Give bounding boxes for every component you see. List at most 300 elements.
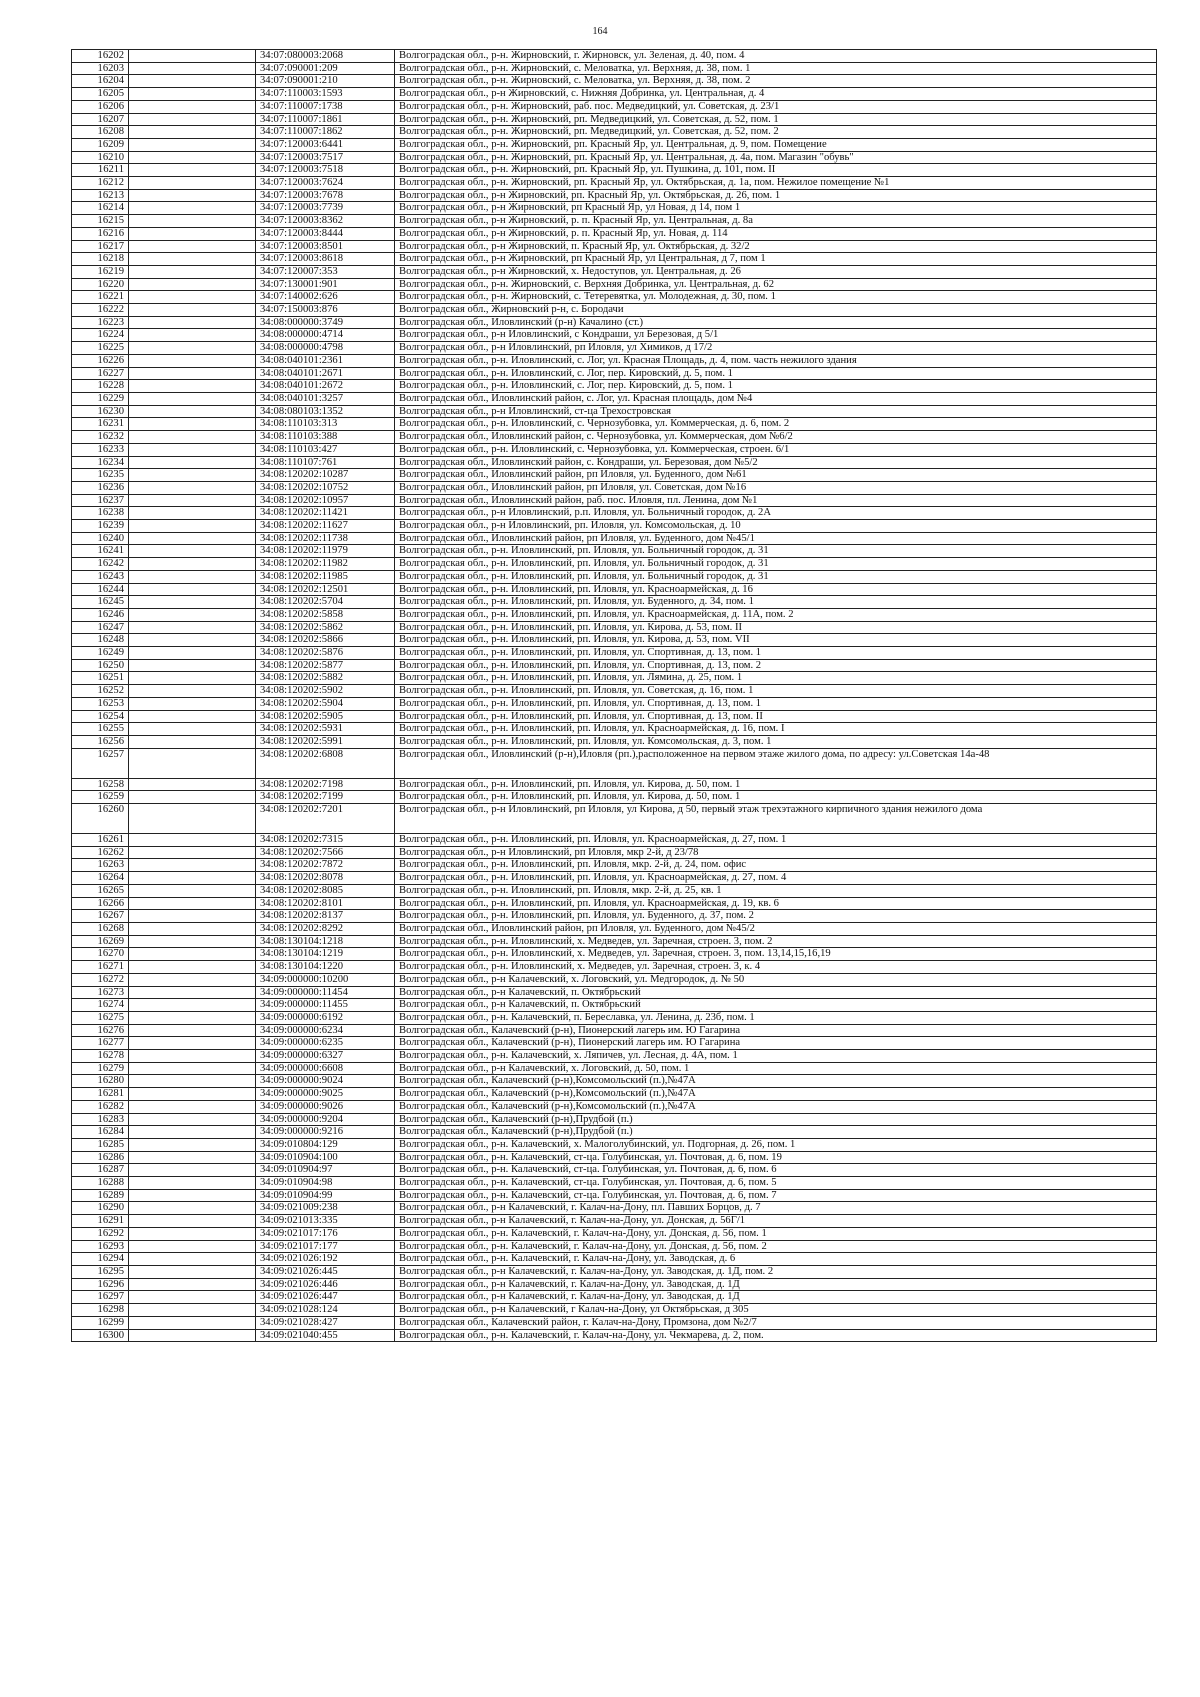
address-cell: Волгоградская обл., Калачевский (р-н),Прудбой (п.): [395, 1126, 1157, 1139]
empty-cell: [129, 481, 256, 494]
table-row: [72, 443, 1157, 456]
empty-cell: [129, 1075, 256, 1088]
table-row: [72, 380, 1157, 393]
address-cell: Волгоградская обл., р-н. Жирновский, г. Жирновск, ул. Зеленая, д. 40, пом. 4: [395, 50, 1157, 63]
row-number-cell: 16247: [72, 621, 129, 634]
cadastral-number-cell: 34:08:120202:7315: [256, 834, 395, 847]
row-number-cell: 16224: [72, 329, 129, 342]
row-number-cell: 16216: [72, 227, 129, 240]
table-row: [72, 354, 1157, 367]
row-number-cell: 16289: [72, 1189, 129, 1202]
empty-cell: [129, 520, 256, 533]
empty-cell: [129, 494, 256, 507]
cadastral-number-cell: 34:08:120202:5931: [256, 723, 395, 736]
row-number-cell: 16218: [72, 253, 129, 266]
table-row: [72, 1189, 1157, 1202]
empty-cell: [129, 329, 256, 342]
cadastral-number-cell: 34:07:120003:7739: [256, 202, 395, 215]
empty-cell: [129, 1126, 256, 1139]
table-row: [72, 1240, 1157, 1253]
table-row: [72, 1316, 1157, 1329]
cadastral-number-cell: 34:08:120202:11979: [256, 545, 395, 558]
row-number-cell: 16226: [72, 354, 129, 367]
cadastral-number-cell: 34:08:120202:10287: [256, 469, 395, 482]
row-number-cell: 16205: [72, 88, 129, 101]
table-row: [72, 507, 1157, 520]
table-row: [72, 88, 1157, 101]
table-row: [72, 1253, 1157, 1266]
row-number-cell: 16243: [72, 570, 129, 583]
empty-cell: [129, 846, 256, 859]
row-number-cell: 16260: [72, 804, 129, 834]
empty-cell: [129, 1278, 256, 1291]
address-cell: Волгоградская обл., Иловлинский (р-н) Качалино (ст.): [395, 316, 1157, 329]
row-number-cell: 16217: [72, 240, 129, 253]
address-cell: Волгоградская обл., р-н Калачевский, г. Калач-на-Дону, пл. Павших Борцов, д. 7: [395, 1202, 1157, 1215]
empty-cell: [129, 1240, 256, 1253]
address-cell: Волгоградская обл., р-н. Калачевский, х. Малоголубинский, ул. Подгорная, д. 26, пом. 1: [395, 1138, 1157, 1151]
cadastral-number-cell: 34:09:021017:177: [256, 1240, 395, 1253]
table-row: [72, 897, 1157, 910]
row-number-cell: 16242: [72, 558, 129, 571]
table-row: [72, 621, 1157, 634]
address-cell: Волгоградская обл., р-н Жирновский, рп Красный Яр, ул Новая, д 14, пом 1: [395, 202, 1157, 215]
cadastral-number-cell: 34:09:021040:455: [256, 1329, 395, 1342]
empty-cell: [129, 1164, 256, 1177]
table-row: [72, 227, 1157, 240]
table-row: [72, 392, 1157, 405]
address-cell: Волгоградская обл., Калачевский район, г. Калач-на-Дону, Промзона, дом №2/7: [395, 1316, 1157, 1329]
row-number-cell: 16209: [72, 138, 129, 151]
address-cell: Волгоградская обл., р-н. Жирновский, рп. Красный Яр, ул. Пушкина, д. 101, пом. II: [395, 164, 1157, 177]
table-row: [72, 469, 1157, 482]
table-row: [72, 948, 1157, 961]
table-row: [72, 329, 1157, 342]
cadastral-number-cell: 34:09:000000:6234: [256, 1024, 395, 1037]
table-row: [72, 647, 1157, 660]
cadastral-number-cell: 34:07:120003:8362: [256, 215, 395, 228]
cadastral-number-cell: 34:07:110007:1738: [256, 100, 395, 113]
address-cell: Волгоградская обл., Иловлинский район, раб. пос. Иловля, пл. Ленина, дом №1: [395, 494, 1157, 507]
cadastral-number-cell: 34:08:110103:427: [256, 443, 395, 456]
table-row: [72, 520, 1157, 533]
empty-cell: [129, 380, 256, 393]
cadastral-number-cell: 34:09:021026:445: [256, 1265, 395, 1278]
table-row: [72, 126, 1157, 139]
cadastral-number-cell: 34:09:000000:6192: [256, 1011, 395, 1024]
row-number-cell: 16255: [72, 723, 129, 736]
address-cell: Волгоградская обл., р-н. Иловлинский, х. Медведев, ул. Заречная, строен. 3, пом. 13,14,15,16,19: [395, 948, 1157, 961]
address-cell: Волгоградская обл., р-н. Иловлинский, с. Лог, ул. Красная Площадь, д. 4, пом. часть нежилого здания: [395, 354, 1157, 367]
cadastral-number-cell: 34:07:120003:8501: [256, 240, 395, 253]
empty-cell: [129, 935, 256, 948]
cadastral-number-cell: 34:07:120003:7517: [256, 151, 395, 164]
row-number-cell: 16270: [72, 948, 129, 961]
row-number-cell: 16204: [72, 75, 129, 88]
empty-cell: [129, 697, 256, 710]
empty-cell: [129, 1024, 256, 1037]
row-number-cell: 16249: [72, 647, 129, 660]
address-cell: Волгоградская обл., Иловлинский район, рп Иловля, ул. Буденного, дом №45/1: [395, 532, 1157, 545]
address-cell: Волгоградская обл., р-н. Иловлинский, с. Лог, пер. Кировский, д. 5, пом. 1: [395, 380, 1157, 393]
table-row: [72, 189, 1157, 202]
empty-cell: [129, 367, 256, 380]
address-cell: Волгоградская обл., Калачевский (р-н), Пионерский лагерь им. Ю Гагарина: [395, 1037, 1157, 1050]
cadastral-number-cell: 34:08:120202:10957: [256, 494, 395, 507]
table-row: [72, 859, 1157, 872]
address-cell: Волгоградская обл., р-н Калачевский, х. Логовский, д. 50, пом. 1: [395, 1062, 1157, 1075]
address-cell: Волгоградская обл., р-н. Иловлинский, с. Чернозубовка, ул. Коммерческая, строен. 6/1: [395, 443, 1157, 456]
empty-cell: [129, 1202, 256, 1215]
address-cell: Волгоградская обл., р-н Жирновский, х. Недоступов, ул. Центральная, д. 26: [395, 265, 1157, 278]
address-cell: Волгоградская обл., р-н. Калачевский, г. Калач-на-Дону, ул. Заводская, д. 6: [395, 1253, 1157, 1266]
row-number-cell: 16225: [72, 342, 129, 355]
empty-cell: [129, 202, 256, 215]
cadastral-number-cell: 34:08:110103:313: [256, 418, 395, 431]
address-cell: Волгоградская обл., р-н Калачевский, г. Калач-на-Дону, ул. Заводская, д. 1Д: [395, 1278, 1157, 1291]
empty-cell: [129, 100, 256, 113]
empty-cell: [129, 583, 256, 596]
row-number-cell: 16222: [72, 304, 129, 317]
row-number-cell: 16285: [72, 1138, 129, 1151]
row-number-cell: 16256: [72, 735, 129, 748]
empty-cell: [129, 634, 256, 647]
cadastral-number-cell: 34:09:000000:9204: [256, 1113, 395, 1126]
empty-cell: [129, 1037, 256, 1050]
cadastral-number-cell: 34:08:130104:1218: [256, 935, 395, 948]
row-number-cell: 16291: [72, 1215, 129, 1228]
table-row: [72, 1126, 1157, 1139]
cadastral-number-cell: 34:08:120202:7872: [256, 859, 395, 872]
row-number-cell: 16246: [72, 608, 129, 621]
address-cell: Волгоградская обл., р-н. Жирновский, с. Меловатка, ул. Верхняя, д. 38, пом. 2: [395, 75, 1157, 88]
empty-cell: [129, 1215, 256, 1228]
row-number-cell: 16234: [72, 456, 129, 469]
empty-cell: [129, 354, 256, 367]
table-row: [72, 570, 1157, 583]
table-row: [72, 583, 1157, 596]
empty-cell: [129, 253, 256, 266]
address-cell: Волгоградская обл., Иловлинский район, с. Кондраши, ул. Березовая, дом №5/2: [395, 456, 1157, 469]
registry-body: [72, 50, 1157, 1342]
cadastral-number-cell: 34:08:120202:7566: [256, 846, 395, 859]
address-cell: Волгоградская обл., р-н Жирновский, р. п. Красный Яр, ул. Центральная, д. 8а: [395, 215, 1157, 228]
row-number-cell: 16231: [72, 418, 129, 431]
address-cell: Волгоградская обл., р-н. Калачевский, ст-ца. Голубинская, ул. Почтовая, д. 6, пом. 6: [395, 1164, 1157, 1177]
row-number-cell: 16220: [72, 278, 129, 291]
cadastral-number-cell: 34:07:120007:353: [256, 265, 395, 278]
row-number-cell: 16262: [72, 846, 129, 859]
empty-cell: [129, 1062, 256, 1075]
address-cell: Волгоградская обл., р-н. Иловлинский, рп. Иловля, ул. Больничный городок, д. 31: [395, 558, 1157, 571]
address-cell: Волгоградская обл., р-н Калачевский, п. Октябрьский: [395, 999, 1157, 1012]
empty-cell: [129, 748, 256, 778]
empty-cell: [129, 672, 256, 685]
table-row: [72, 735, 1157, 748]
table-row: [72, 1227, 1157, 1240]
empty-cell: [129, 1100, 256, 1113]
cadastral-number-cell: 34:08:080103:1352: [256, 405, 395, 418]
empty-cell: [129, 1329, 256, 1342]
row-number-cell: 16238: [72, 507, 129, 520]
cadastral-number-cell: 34:09:010904:99: [256, 1189, 395, 1202]
empty-cell: [129, 986, 256, 999]
address-cell: Волгоградская обл., р-н. Калачевский, ст-ца. Голубинская, ул. Почтовая, д. 6, пом. 19: [395, 1151, 1157, 1164]
row-number-cell: 16272: [72, 973, 129, 986]
address-cell: Волгоградская обл., р-н. Калачевский, х. Ляпичев, ул. Лесная, д. 4А, пом. 1: [395, 1050, 1157, 1063]
cadastral-number-cell: 34:09:010904:100: [256, 1151, 395, 1164]
address-cell: Волгоградская обл., р-н. Калачевский, ст-ца. Голубинская, ул. Почтовая, д. 6, пом. 7: [395, 1189, 1157, 1202]
cadastral-number-cell: 34:08:110103:388: [256, 431, 395, 444]
cadastral-number-cell: 34:08:120202:7198: [256, 778, 395, 791]
table-row: [72, 456, 1157, 469]
cadastral-number-cell: 34:08:000000:4798: [256, 342, 395, 355]
table-row: [72, 973, 1157, 986]
empty-cell: [129, 443, 256, 456]
empty-cell: [129, 278, 256, 291]
address-cell: Волгоградская обл., р-н. Иловлинский, х. Медведев, ул. Заречная, строен. 3, пом. 2: [395, 935, 1157, 948]
empty-cell: [129, 659, 256, 672]
empty-cell: [129, 791, 256, 804]
table-row: [72, 418, 1157, 431]
table-row: [72, 100, 1157, 113]
row-number-cell: 16240: [72, 532, 129, 545]
row-number-cell: 16283: [72, 1113, 129, 1126]
empty-cell: [129, 113, 256, 126]
table-row: [72, 1265, 1157, 1278]
row-number-cell: 16212: [72, 177, 129, 190]
address-cell: Волгоградская обл., р-н Иловлинский, с Кондраши, ул Березовая, д 5/1: [395, 329, 1157, 342]
address-cell: Волгоградская обл., Иловлинский (р-н),Иловля (рп.),расположенное на первом этаже жилого дома, по адресу: ул.Советская 14а-48: [395, 748, 1157, 778]
cadastral-number-cell: 34:09:000000:9216: [256, 1126, 395, 1139]
row-number-cell: 16229: [72, 392, 129, 405]
empty-cell: [129, 558, 256, 571]
table-row: [72, 935, 1157, 948]
address-cell: Волгоградская обл., р-н. Иловлинский, рп. Иловля, ул. Больничный городок, д. 31: [395, 545, 1157, 558]
empty-cell: [129, 456, 256, 469]
address-cell: Волгоградская обл., Иловлинский район, с. Чернозубовка, ул. Коммерческая, дом №6/2: [395, 431, 1157, 444]
table-row: [72, 1088, 1157, 1101]
table-row: [72, 1113, 1157, 1126]
row-number-cell: 16300: [72, 1329, 129, 1342]
empty-cell: [129, 1050, 256, 1063]
cadastral-number-cell: 34:08:120202:8101: [256, 897, 395, 910]
empty-cell: [129, 418, 256, 431]
table-row: [72, 672, 1157, 685]
address-cell: Волгоградская обл., р-н. Иловлинский, рп. Иловля, ул. Спортивная, д. 13, пом. 1: [395, 647, 1157, 660]
table-row: [72, 1024, 1157, 1037]
row-number-cell: 16253: [72, 697, 129, 710]
address-cell: Волгоградская обл., р-н. Калачевский, г. Калач-на-Дону, ул. Донская, д. 56, пом. 1: [395, 1227, 1157, 1240]
address-cell: Волгоградская обл., Калачевский (р-н),Комсомольский (п.),№47А: [395, 1075, 1157, 1088]
table-row: [72, 710, 1157, 723]
empty-cell: [129, 532, 256, 545]
table-row: [72, 1202, 1157, 1215]
cadastral-number-cell: 34:07:130001:901: [256, 278, 395, 291]
cadastral-number-cell: 34:07:080003:2068: [256, 50, 395, 63]
address-cell: Волгоградская обл., р-н. Иловлинский, рп. Иловля, ул. Красноармейская, д. 27, пом. 1: [395, 834, 1157, 847]
address-cell: Волгоградская обл., р-н. Калачевский, п. Береславка, ул. Ленина, д. 23б, пом. 1: [395, 1011, 1157, 1024]
table-row: [72, 1151, 1157, 1164]
empty-cell: [129, 961, 256, 974]
cadastral-number-cell: 34:08:120202:8085: [256, 884, 395, 897]
address-cell: Волгоградская обл., р-н. Иловлинский, рп. Иловля, ул. Кирова, д. 53, пом. II: [395, 621, 1157, 634]
row-number-cell: 16273: [72, 986, 129, 999]
cadastral-number-cell: 34:08:120202:5877: [256, 659, 395, 672]
empty-cell: [129, 177, 256, 190]
table-row: [72, 1050, 1157, 1063]
empty-cell: [129, 88, 256, 101]
row-number-cell: 16279: [72, 1062, 129, 1075]
cadastral-number-cell: 34:08:120202:11421: [256, 507, 395, 520]
empty-cell: [129, 265, 256, 278]
row-number-cell: 16271: [72, 961, 129, 974]
cadastral-number-cell: 34:08:120202:5905: [256, 710, 395, 723]
address-cell: Волгоградская обл., р-н Иловлинский, р.п. Иловля, ул. Больничный городок, д. 2А: [395, 507, 1157, 520]
cadastral-number-cell: 34:08:000000:4714: [256, 329, 395, 342]
empty-cell: [129, 1113, 256, 1126]
table-row: [72, 846, 1157, 859]
address-cell: Волгоградская обл., р-н Калачевский, г Калач-на-Дону, ул Октябрьская, д 305: [395, 1304, 1157, 1317]
row-number-cell: 16239: [72, 520, 129, 533]
row-number-cell: 16293: [72, 1240, 129, 1253]
address-cell: Волгоградская обл., р-н Иловлинский, рп. Иловля, ул. Комсомольская, д. 10: [395, 520, 1157, 533]
cadastral-number-cell: 34:07:120003:7624: [256, 177, 395, 190]
empty-cell: [129, 240, 256, 253]
table-row: [72, 834, 1157, 847]
empty-cell: [129, 342, 256, 355]
table-row: [72, 50, 1157, 63]
table-row: [72, 431, 1157, 444]
table-row: [72, 558, 1157, 571]
address-cell: Волгоградская обл., р-н. Иловлинский, х. Медведев, ул. Заречная, строен. 3, к. 4: [395, 961, 1157, 974]
address-cell: Волгоградская обл., р-н. Иловлинский, рп. Иловля, ул. Красноармейская, д. 16, пом. I: [395, 723, 1157, 736]
cadastral-number-cell: 34:09:021026:192: [256, 1253, 395, 1266]
table-row: [72, 316, 1157, 329]
empty-cell: [129, 778, 256, 791]
address-cell: Волгоградская обл., р-н. Иловлинский, рп. Иловля, ул. Лямина, д. 25, пом. 1: [395, 672, 1157, 685]
empty-cell: [129, 291, 256, 304]
table-row: [72, 367, 1157, 380]
empty-cell: [129, 859, 256, 872]
address-cell: Волгоградская обл., р-н. Иловлинский, рп. Иловля, ул. Красноармейская, д. 16: [395, 583, 1157, 596]
address-cell: Волгоградская обл., р-н. Иловлинский, рп. Иловля, ул. Красноармейская, д. 11А, пом. 2: [395, 608, 1157, 621]
cadastral-number-cell: 34:08:120202:7201: [256, 804, 395, 834]
address-cell: Волгоградская обл., Калачевский (р-н),Комсомольский (п.),№47А: [395, 1088, 1157, 1101]
table-row: [72, 596, 1157, 609]
row-number-cell: 16236: [72, 481, 129, 494]
row-number-cell: 16297: [72, 1291, 129, 1304]
cadastral-number-cell: 34:08:120202:5858: [256, 608, 395, 621]
row-number-cell: 16290: [72, 1202, 129, 1215]
address-cell: Волгоградская обл., р-н. Иловлинский, с. Чернозубовка, ул. Коммерческая, д. 6, пом. 2: [395, 418, 1157, 431]
cadastral-number-cell: 34:09:000000:9024: [256, 1075, 395, 1088]
table-row: [72, 1138, 1157, 1151]
table-row: [72, 1177, 1157, 1190]
address-cell: Волгоградская обл., р-н Калачевский, г. Калач-на-Дону, ул. Заводская, д. 1Д: [395, 1291, 1157, 1304]
cadastral-number-cell: 34:08:120202:12501: [256, 583, 395, 596]
address-cell: Волгоградская обл., р-н Иловлинский, рп Иловля, ул Кирова, д 50, первый этаж трехэтажного кирпичного здания нежилого дома: [395, 804, 1157, 834]
cadastral-number-cell: 34:07:090001:209: [256, 62, 395, 75]
row-number-cell: 16274: [72, 999, 129, 1012]
address-cell: Волгоградская обл., р-н. Иловлинский, рп. Иловля, ул. Красноармейская, д. 19, кв. 6: [395, 897, 1157, 910]
address-cell: Волгоградская обл., р-н. Иловлинский, рп. Иловля, ул. Буденного, д. 34, пом. 1: [395, 596, 1157, 609]
cadastral-number-cell: 34:09:021026:447: [256, 1291, 395, 1304]
address-cell: Волгоградская обл., р-н. Иловлинский, рп. Иловля, ул. Красноармейская, д. 27, пом. 4: [395, 872, 1157, 885]
empty-cell: [129, 804, 256, 834]
address-cell: Волгоградская обл., р-н Калачевский, х. Логовский, ул. Медгородок, д. № 50: [395, 973, 1157, 986]
address-cell: Волгоградская обл., р-н. Иловлинский, рп. Иловля, мкр. 2-й, д. 24, пом. офис: [395, 859, 1157, 872]
address-cell: Волгоградская обл., р-н Жирновский, с. Нижняя Добринка, ул. Центральная, д. 4: [395, 88, 1157, 101]
cadastral-number-cell: 34:08:120202:8137: [256, 910, 395, 923]
empty-cell: [129, 1265, 256, 1278]
empty-cell: [129, 227, 256, 240]
cadastral-number-cell: 34:09:000000:6608: [256, 1062, 395, 1075]
table-row: [72, 405, 1157, 418]
row-number-cell: 16210: [72, 151, 129, 164]
row-number-cell: 16263: [72, 859, 129, 872]
cadastral-number-cell: 34:08:120202:5902: [256, 685, 395, 698]
row-number-cell: 16251: [72, 672, 129, 685]
empty-cell: [129, 923, 256, 936]
address-cell: Волгоградская обл., р-н. Калачевский, ст-ца. Голубинская, ул. Почтовая, д. 6, пом. 5: [395, 1177, 1157, 1190]
row-number-cell: 16228: [72, 380, 129, 393]
row-number-cell: 16237: [72, 494, 129, 507]
cadastral-number-cell: 34:08:040101:2361: [256, 354, 395, 367]
row-number-cell: 16286: [72, 1151, 129, 1164]
address-cell: Волгоградская обл., р-н. Жирновский, раб. пос. Медведицкий, ул. Советская, д. 23/1: [395, 100, 1157, 113]
row-number-cell: 16206: [72, 100, 129, 113]
empty-cell: [129, 647, 256, 660]
cadastral-number-cell: 34:08:120202:8292: [256, 923, 395, 936]
table-row: [72, 697, 1157, 710]
address-cell: Волгоградская обл., р-н. Иловлинский, рп. Иловля, ул. Кирова, д. 53, пом. VII: [395, 634, 1157, 647]
empty-cell: [129, 164, 256, 177]
cadastral-number-cell: 34:08:120202:5866: [256, 634, 395, 647]
cadastral-number-cell: 34:09:000000:6327: [256, 1050, 395, 1063]
cadastral-number-cell: 34:08:040101:3257: [256, 392, 395, 405]
empty-cell: [129, 872, 256, 885]
cadastral-number-cell: 34:09:000000:6235: [256, 1037, 395, 1050]
address-cell: Волгоградская обл., р-н Жирновский, рп. Красный Яр, ул. Октябрьская, д. 26, пом. 1: [395, 189, 1157, 202]
cadastral-number-cell: 34:08:130104:1219: [256, 948, 395, 961]
row-number-cell: 16233: [72, 443, 129, 456]
row-number-cell: 16259: [72, 791, 129, 804]
cadastral-number-cell: 34:08:120202:11985: [256, 570, 395, 583]
table-row: [72, 1164, 1157, 1177]
address-cell: Волгоградская обл., р-н. Иловлинский, рп. Иловля, ул. Спортивная, д. 13, пом. 1: [395, 697, 1157, 710]
address-cell: Волгоградская обл., Иловлинский район, рп Иловля, ул. Советская, дом №16: [395, 481, 1157, 494]
row-number-cell: 16266: [72, 897, 129, 910]
row-number-cell: 16261: [72, 834, 129, 847]
cadastral-number-cell: 34:09:000000:10200: [256, 973, 395, 986]
cadastral-number-cell: 34:07:120003:6441: [256, 138, 395, 151]
row-number-cell: 16211: [72, 164, 129, 177]
empty-cell: [129, 545, 256, 558]
cadastral-number-cell: 34:08:000000:3749: [256, 316, 395, 329]
table-row: [72, 1075, 1157, 1088]
empty-cell: [129, 570, 256, 583]
address-cell: Волгоградская обл., Калачевский (р-н),Прудбой (п.): [395, 1113, 1157, 1126]
cadastral-number-cell: 34:09:000000:11455: [256, 999, 395, 1012]
empty-cell: [129, 1138, 256, 1151]
cadastral-number-cell: 34:09:000000:9026: [256, 1100, 395, 1113]
cadastral-number-cell: 34:09:000000:11454: [256, 986, 395, 999]
row-number-cell: 16227: [72, 367, 129, 380]
table-row: [72, 748, 1157, 778]
empty-cell: [129, 1316, 256, 1329]
row-number-cell: 16287: [72, 1164, 129, 1177]
